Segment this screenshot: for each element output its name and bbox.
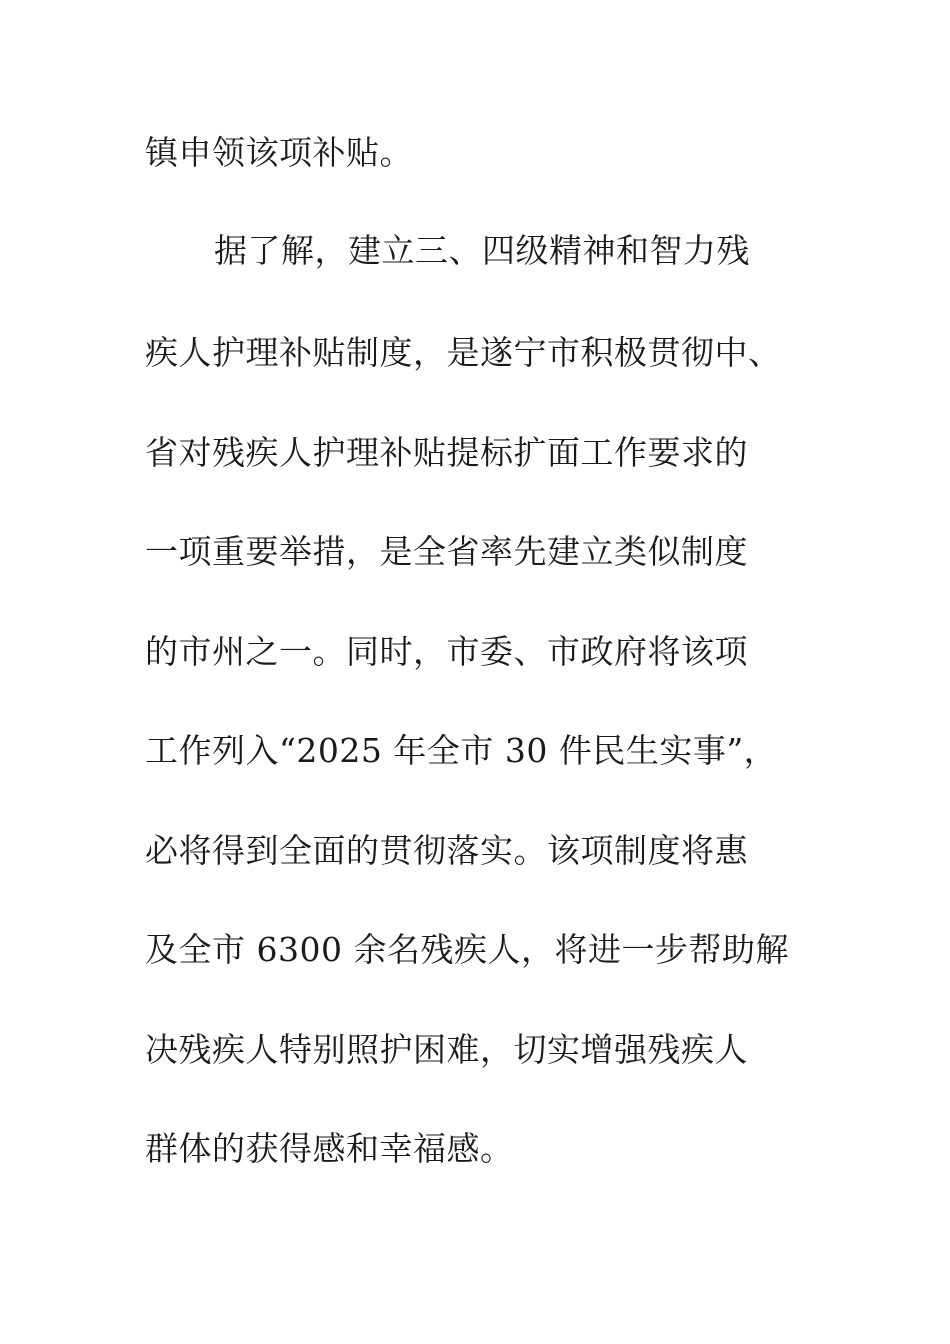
- paragraph-line-11: 群体的获得感和幸福感。: [145, 1129, 514, 1168]
- paragraph-line-1: 镇申领该项补贴。: [145, 133, 413, 172]
- paragraph-line-6: 的市州之一。同时，市委、市政府将该项: [145, 632, 748, 671]
- paragraph-line-9: 及全市 6300 余名残疾人，将进一步帮助解: [145, 930, 789, 969]
- paragraph-line-7: 工作列入“2025 年全市 30 件民生实事”，: [145, 731, 778, 770]
- paragraph-line-3: 疾人护理补贴制度，是遂宁市积极贯彻中、: [145, 333, 782, 372]
- paragraph-line-5: 一项重要举措，是全省率先建立类似制度: [145, 532, 748, 571]
- paragraph-line-2: 据了解，建立三、四级精神和智力残: [214, 231, 750, 270]
- paragraph-line-4: 省对残疾人护理补贴提标扩面工作要求的: [145, 433, 748, 472]
- paragraph-line-8: 必将得到全面的贯彻落实。该项制度将惠: [145, 831, 748, 870]
- paragraph-line-10: 决残疾人特别照护困难，切实增强残疾人: [145, 1030, 748, 1069]
